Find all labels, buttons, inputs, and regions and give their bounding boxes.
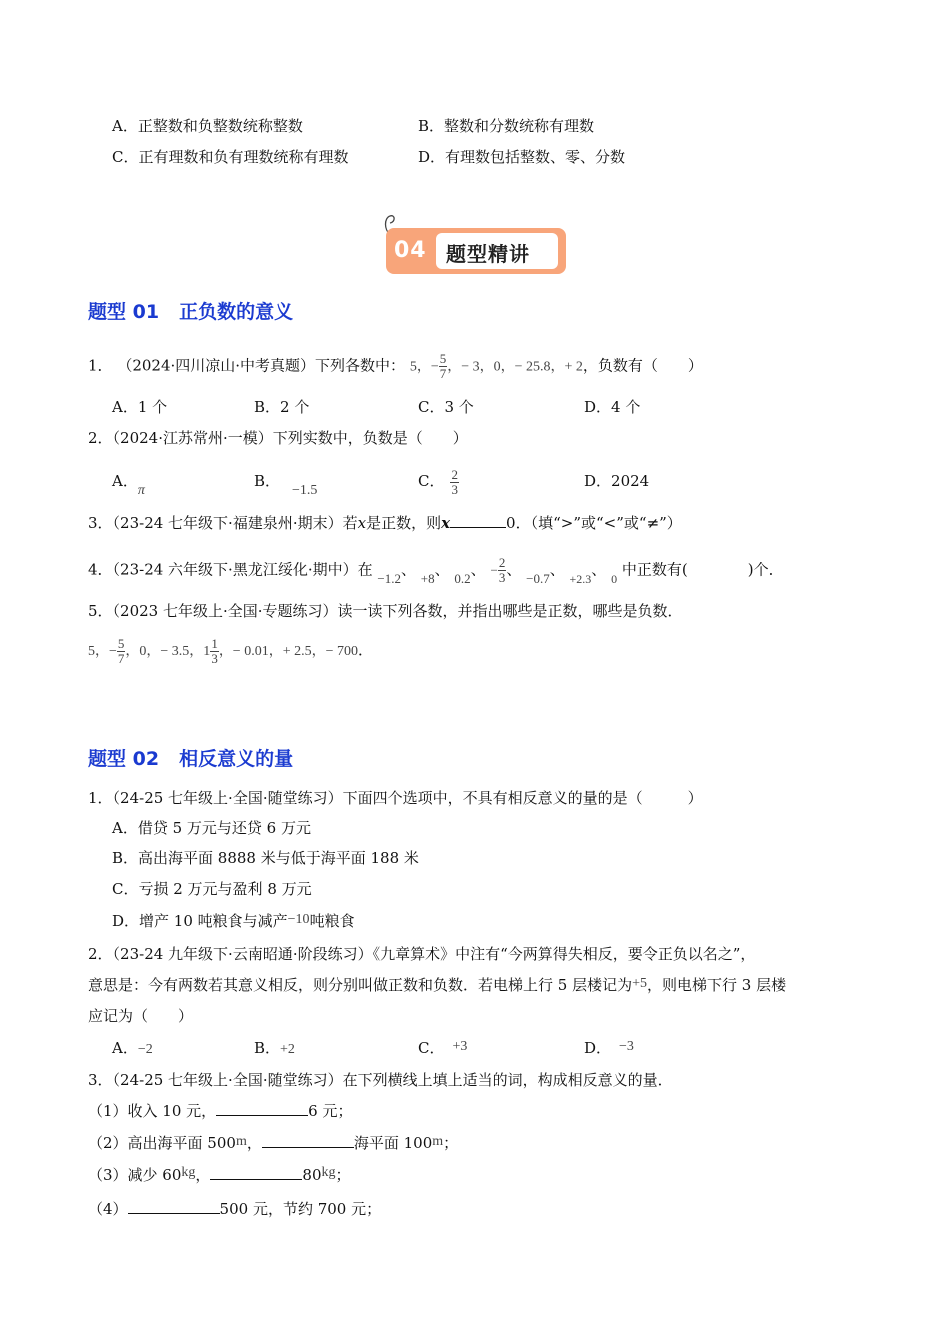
s2q3-item-2 [88, 1133, 458, 1155]
option-label: C． [418, 1039, 445, 1057]
s1-question-3 [88, 513, 682, 533]
s1q1-option-d: D．4 个 [584, 398, 641, 416]
option-b: B．整数和分数统称有理数 [418, 117, 595, 135]
s1-question-4: 4．（23-24 六年级下·黑龙江绥化·期中）在 −1.2、 +8、 0.2、 − $\frac{2}{3}$ 、 −0.7、 $_{+2.3}$、 $_0$ 中正数有( )个． [88, 555, 784, 586]
expr-pre: 5，− [409, 359, 439, 375]
denominator: 3 [211, 650, 218, 666]
q-number: 2． [88, 429, 113, 447]
numerator: 5 [117, 635, 125, 651]
var-x-2: x [441, 514, 451, 532]
section2-title: 相反意义的量 [179, 748, 294, 770]
s2-question-2-line2 [88, 975, 786, 997]
unit: kg [321, 1165, 336, 1180]
s2q2-option-c [418, 1038, 467, 1060]
section2-heading [88, 747, 293, 771]
s1-question-5 [88, 601, 683, 621]
answer-blank[interactable] [128, 1199, 220, 1214]
q-text: （24-25 七年级上·全国·随堂练习）在下列横线上填上适当的词，构成相反意义的量． [112, 1071, 673, 1089]
q-number: 3． [88, 1071, 113, 1089]
banner-title: 题型精讲 [446, 242, 530, 266]
option-d: D．有理数包括整数、零、分数 [418, 148, 626, 166]
answer-blank[interactable] [216, 1101, 308, 1116]
unit: kg [181, 1165, 196, 1180]
banner-number: 04 [394, 238, 427, 263]
value-3: 0.2 [454, 570, 471, 586]
value: +3 [452, 1039, 468, 1054]
separator: 、 [549, 560, 565, 579]
s2q1-option-a: A．借贷 5 万元与还贷 6 万元 [112, 819, 311, 837]
fraction-2-3 [450, 468, 459, 497]
value-6: +2.3 [569, 571, 592, 586]
q-number: 2． [88, 945, 113, 963]
q-text-b: 是正数，则 [366, 514, 442, 532]
numerator: 1 [211, 635, 218, 651]
s2-question-2-line3: 应记为（ ） [88, 1007, 194, 1025]
s2q1-option-c: C．亏损 2 万元与盈利 8 万元 [112, 880, 312, 898]
option-label: A． [112, 1039, 138, 1057]
expr-1: 5，− [88, 644, 117, 659]
option-label: D． [584, 1039, 612, 1057]
value-2: +8 [420, 570, 435, 586]
q-number: 3． [88, 514, 113, 532]
comma: ， [246, 1134, 262, 1152]
item-text-post: 海平面 100 [353, 1134, 433, 1152]
option-a: A．正整数和负整数统称整数 [112, 117, 303, 135]
q-text: （2024·江苏常州·一模）下列实数中，负数是（ ） [112, 429, 468, 447]
s1q1-option-a: A．1 个 [112, 398, 168, 416]
value: +2 [280, 1042, 295, 1057]
value: +5 [632, 976, 647, 991]
s2q3-item-4 [88, 1199, 381, 1219]
section1-label: 题型 01 [88, 301, 160, 323]
value-1: −1.2 [377, 570, 401, 586]
semicolon: ； [335, 1166, 351, 1184]
s2q2-option-d [584, 1038, 634, 1060]
s2q3-item-3 [88, 1165, 351, 1187]
s1q1-option-c: C．3 个 [418, 398, 474, 416]
denominator: 7 [439, 366, 447, 381]
s1-question-1 [88, 352, 703, 381]
separator: 、 [591, 560, 607, 579]
s2-question-3 [88, 1070, 673, 1090]
q-number: 1． [88, 789, 113, 807]
s1q2-option-c [418, 463, 459, 499]
q-text-c: 0．（填“>”或“<”或“≠”） [506, 514, 682, 532]
var-x: x [357, 514, 367, 532]
s2-question-1 [88, 788, 703, 808]
fraction-5-7 [439, 352, 448, 381]
item-text-post: 6 元； [308, 1102, 353, 1120]
unit: m [235, 1134, 247, 1149]
item-text: （2）高出海平面 500 [88, 1134, 236, 1152]
item-text: （4） [88, 1200, 128, 1218]
q-text: （2023 七年级上·全国·专题练习）读一读下列各数，并指出哪些是正数，哪些是负数． [112, 602, 683, 620]
answer-blank[interactable] [262, 1133, 354, 1148]
item-text-post: 80 [302, 1166, 322, 1184]
denominator: 3 [498, 570, 506, 585]
expr-2: ，0，− 3.5，1 [125, 644, 211, 659]
option-label: A． [112, 472, 138, 490]
value: −10 [287, 912, 310, 927]
comma: ， [195, 1166, 211, 1184]
period: ． [358, 641, 374, 659]
value-5: −0.7 [526, 570, 550, 586]
q-text-line2: 意思是：今有两数若其意义相反，则分别叫做正数和负数．若电梯上行 5 层楼记为 [88, 976, 633, 994]
item-text: （1）收入 10 元， [88, 1102, 217, 1120]
s2-question-2-line1 [88, 944, 755, 964]
q-text: （24-25 七年级上·全国·随堂练习）下面四个选项中，不具有相反意义的量的是（ ） [112, 789, 703, 807]
s1q2-option-b [254, 471, 318, 498]
value: −2 [137, 1042, 153, 1057]
q-source: （2024·四川凉山·中考真题）下列各数中： [117, 356, 406, 375]
separator: 、 [400, 560, 416, 579]
option-label: B． [254, 1039, 281, 1057]
q-number: 4． [88, 560, 113, 579]
separator: 、 [470, 560, 486, 579]
denominator: 3 [451, 481, 458, 497]
s1q2-option-d: D．2024 [584, 472, 650, 490]
expr-post: ，− 3，0，− 25.8，+ 2 [447, 359, 583, 375]
s2q2-option-a [112, 1038, 153, 1060]
semicolon: ； [443, 1134, 459, 1152]
item-text-post: 500 元，节约 700 元； [219, 1200, 382, 1218]
s2q3-item-1 [88, 1101, 352, 1121]
q-tail: ，负数有（ ） [582, 356, 703, 375]
option-text-post: 吨粮食 [309, 912, 355, 930]
option-label: C． [418, 472, 445, 490]
q-text-line2-post: ，则电梯下行 3 层楼 [647, 976, 787, 994]
option-label: B． [254, 472, 281, 490]
separator: 、 [506, 560, 522, 579]
value: −3 [619, 1039, 634, 1054]
numerator: 2 [498, 555, 506, 570]
separator: 、 [434, 560, 450, 579]
q-number: 5． [88, 602, 113, 620]
s1q5-expression [88, 632, 373, 670]
s2q1-option-d [112, 911, 355, 933]
denominator: 7 [117, 650, 125, 666]
expr-3: ，− 0.01，+ 2.5，− 700 [218, 644, 358, 659]
numerator: 2 [451, 466, 458, 482]
s1q1-option-b: B．2 个 [254, 398, 310, 416]
q-tail: 中正数有( )个． [621, 560, 784, 579]
fraction-1-3 [210, 637, 219, 666]
s2q1-option-b: B．高出海平面 8888 米与低于海平面 188 米 [112, 849, 419, 867]
option-c: C．正有理数和负有理数统称有理数 [112, 148, 349, 166]
value: −1.5 [292, 483, 318, 498]
s1-question-2 [88, 428, 468, 448]
s1q2-option-a [112, 471, 145, 498]
q-text-line1: （23-24 九年级下·云南昭通·阶段练习）《九章算术》中注有“今两算得失相反，要令正负以名之”， [112, 945, 756, 963]
unit: m [432, 1134, 444, 1149]
section1-heading [88, 300, 293, 324]
answer-blank[interactable] [210, 1165, 302, 1180]
value-7: 0 [611, 571, 618, 586]
section2-label: 题型 02 [88, 748, 160, 770]
answer-blank[interactable] [450, 513, 506, 528]
section1-title: 正负数的意义 [179, 301, 294, 323]
q-text-a: （23-24 七年级下·福建泉州·期末）若 [112, 514, 358, 532]
q-text: （23-24 六年级下·黑龙江绥化·期中）在 [112, 560, 373, 579]
numerator: 5 [439, 351, 447, 366]
item-text: （3）减少 60 [88, 1166, 182, 1184]
s2q2-option-b [254, 1038, 295, 1060]
q-number: 1． [88, 356, 113, 375]
option-text: D．增产 10 吨粮食与减产 [112, 912, 288, 930]
pi-value: π [137, 483, 145, 498]
